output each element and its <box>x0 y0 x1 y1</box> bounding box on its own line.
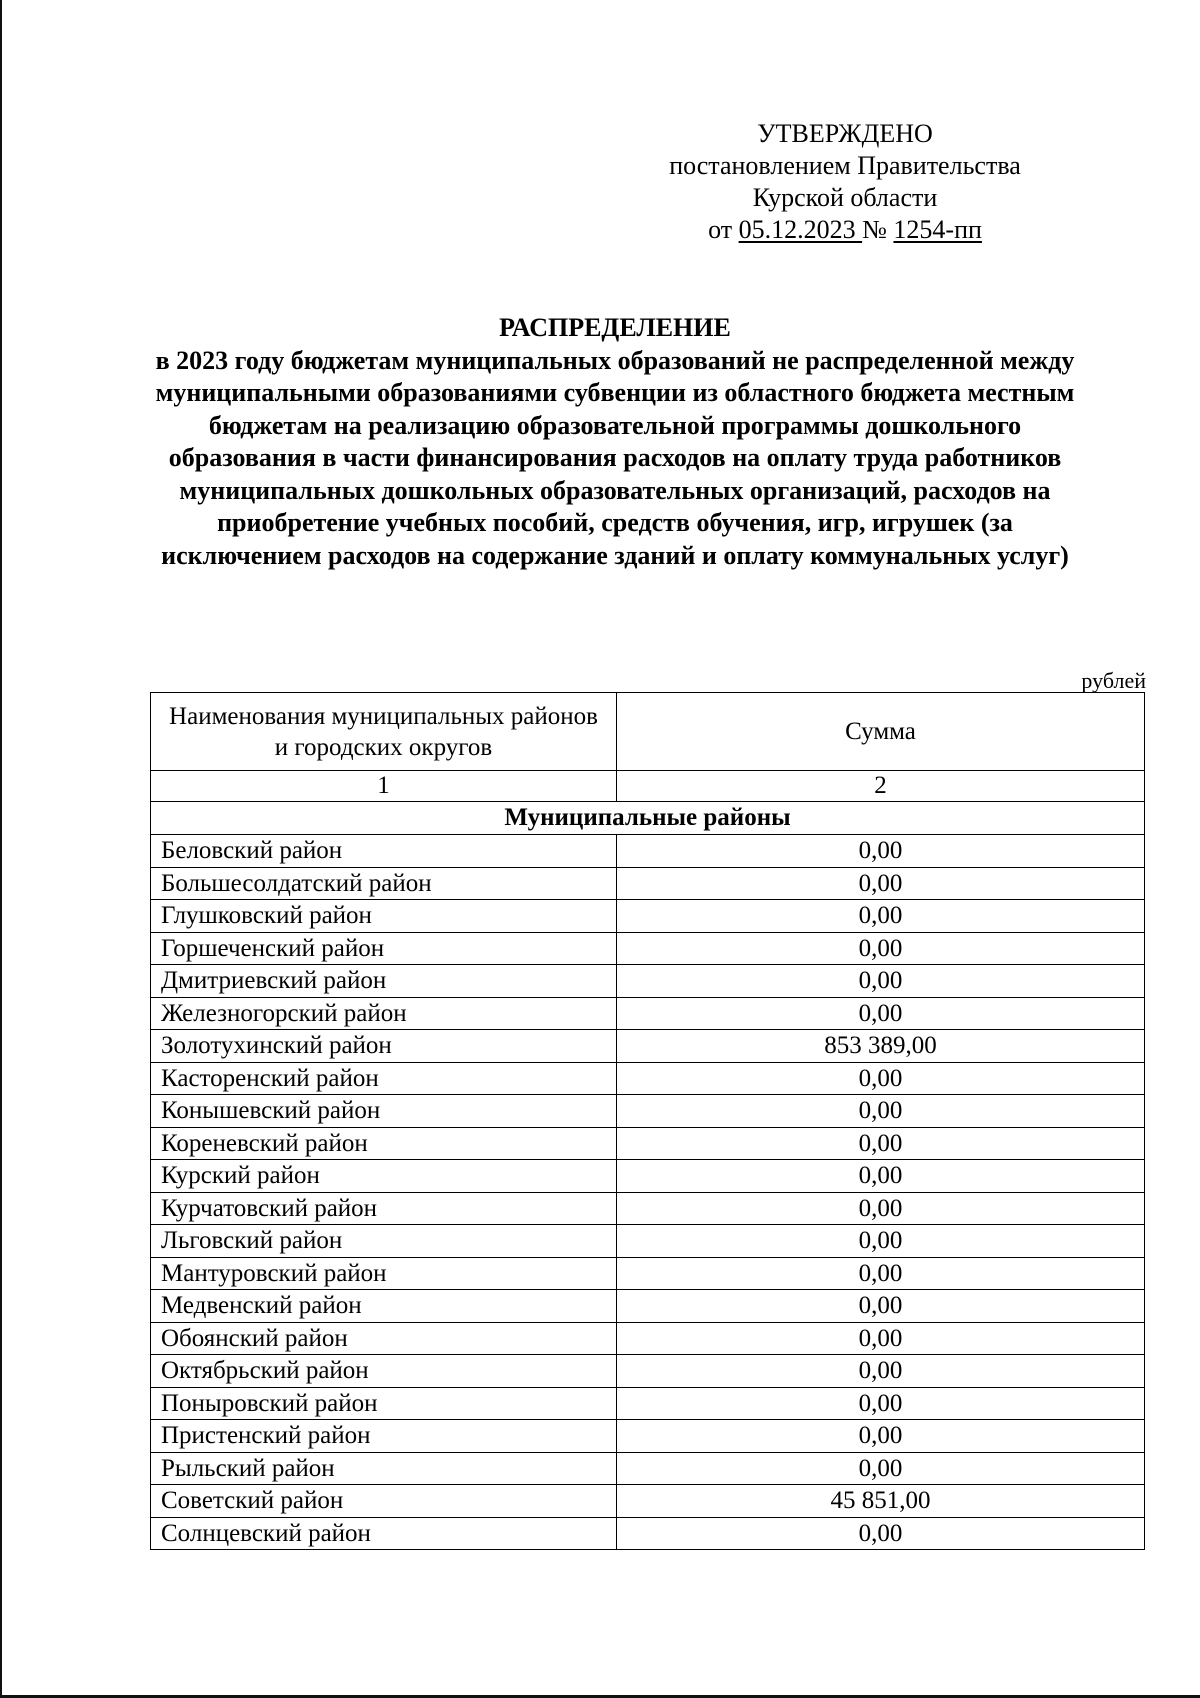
table-row <box>151 997 1145 1030</box>
district-sum: 0,00 <box>617 1225 1145 1258</box>
district-sum: 0,00 <box>617 1257 1145 1290</box>
table-row <box>151 1225 1145 1258</box>
district-sum: 0,00 <box>617 1420 1145 1453</box>
table-header-row <box>151 693 1145 771</box>
district-sum: 0,00 <box>617 1095 1145 1128</box>
table-row <box>151 1420 1145 1453</box>
column-number-2: 2 <box>617 771 1145 802</box>
table-row <box>151 900 1145 933</box>
approval-date: 05.12.2023 <box>738 215 863 244</box>
title-heading: РАСПРЕДЕЛЕНИЕ <box>499 313 731 342</box>
table-row <box>151 1517 1145 1550</box>
table-row <box>151 965 1145 998</box>
table-row <box>151 1355 1145 1388</box>
district-name: Октябрьский район <box>151 1355 617 1388</box>
district-sum: 853 389,00 <box>617 1030 1145 1063</box>
district-name: Льговский район <box>151 1225 617 1258</box>
district-name: Обоянский район <box>151 1322 617 1355</box>
table-row <box>151 1257 1145 1290</box>
table-row <box>151 835 1145 868</box>
district-sum: 0,00 <box>617 900 1145 933</box>
district-name: Рыльский район <box>151 1452 617 1485</box>
table-row <box>151 1485 1145 1518</box>
district-sum: 0,00 <box>617 1355 1145 1388</box>
district-sum: 0,00 <box>617 965 1145 998</box>
distribution-table <box>150 692 1145 1550</box>
district-sum: 0,00 <box>617 997 1145 1030</box>
district-name: Касторенский район <box>151 1062 617 1095</box>
district-name: Горшеченский район <box>151 932 617 965</box>
approval-issuer: постановлением Правительства <box>669 151 1021 180</box>
district-name: Курский район <box>151 1160 617 1193</box>
header-name: Наименования муниципальных районов и городских округов <box>151 693 617 771</box>
column-number-row <box>151 771 1145 802</box>
district-name: Медвенский район <box>151 1290 617 1323</box>
district-name: Пристенский район <box>151 1420 617 1453</box>
district-name: Золотухинский район <box>151 1030 617 1063</box>
district-sum: 0,00 <box>617 1517 1145 1550</box>
scan-edge-left <box>0 0 2 1698</box>
column-number-1: 1 <box>151 771 617 802</box>
district-name: Поныровский район <box>151 1387 617 1420</box>
table-row <box>151 1160 1145 1193</box>
table-row <box>151 1387 1145 1420</box>
district-name: Солнцевский район <box>151 1517 617 1550</box>
district-name: Большесолдатский район <box>151 867 617 900</box>
approval-number: 1254-пп <box>893 215 982 244</box>
table-row <box>151 1452 1145 1485</box>
approval-title: УТВЕРЖДЕНО <box>757 119 933 148</box>
title-subtitle: в 2023 году бюджетам муниципальных образований не распределенной между муниципальными образованиями субвенции из областного бюджета местным бюджетам на реализацию образовательной программы дошкольного образования в части финансирования расходов на оплату труда работников муниципальных дошкольных образовательных организаций, расходов на приобретение учебных пособий, средств обучения, игр, игрушек (за исключением расходов на содержание зданий и оплату коммунальных услуг) <box>155 345 1075 570</box>
date-prefix: от <box>708 215 739 244</box>
district-sum: 0,00 <box>617 835 1145 868</box>
district-name: Советский район <box>151 1485 617 1518</box>
district-sum: 0,00 <box>617 867 1145 900</box>
district-sum: 0,00 <box>617 1322 1145 1355</box>
district-sum: 0,00 <box>617 1062 1145 1095</box>
table-row <box>151 1062 1145 1095</box>
table-row <box>151 1290 1145 1323</box>
table-row <box>151 1192 1145 1225</box>
document-title <box>150 312 1080 572</box>
number-prefix: № <box>862 215 894 244</box>
district-sum: 45 851,00 <box>617 1485 1145 1518</box>
approval-stamp <box>640 118 1050 246</box>
table-row <box>151 932 1145 965</box>
table-row <box>151 1322 1145 1355</box>
district-sum: 0,00 <box>617 1192 1145 1225</box>
table-row <box>151 1127 1145 1160</box>
table-row <box>151 1095 1145 1128</box>
district-sum: 0,00 <box>617 932 1145 965</box>
district-name: Курчатовский район <box>151 1192 617 1225</box>
table-row <box>151 867 1145 900</box>
district-name: Железногорский район <box>151 997 617 1030</box>
district-sum: 0,00 <box>617 1452 1145 1485</box>
district-name: Конышевский район <box>151 1095 617 1128</box>
table-row <box>151 1030 1145 1063</box>
district-name: Беловский район <box>151 835 617 868</box>
header-sum: Сумма <box>617 693 1145 771</box>
section-title: Муниципальные районы <box>151 802 1145 835</box>
district-sum: 0,00 <box>617 1160 1145 1193</box>
district-name: Дмитриевский район <box>151 965 617 998</box>
approval-region: Курской области <box>752 183 938 212</box>
district-sum: 0,00 <box>617 1290 1145 1323</box>
approval-date-number <box>640 214 1050 246</box>
district-sum: 0,00 <box>617 1387 1145 1420</box>
district-sum: 0,00 <box>617 1127 1145 1160</box>
section-row <box>151 802 1145 835</box>
district-name: Мантуровский район <box>151 1257 617 1290</box>
district-name: Глушковский район <box>151 900 617 933</box>
unit-label: рублей <box>1081 668 1146 693</box>
district-name: Кореневский район <box>151 1127 617 1160</box>
